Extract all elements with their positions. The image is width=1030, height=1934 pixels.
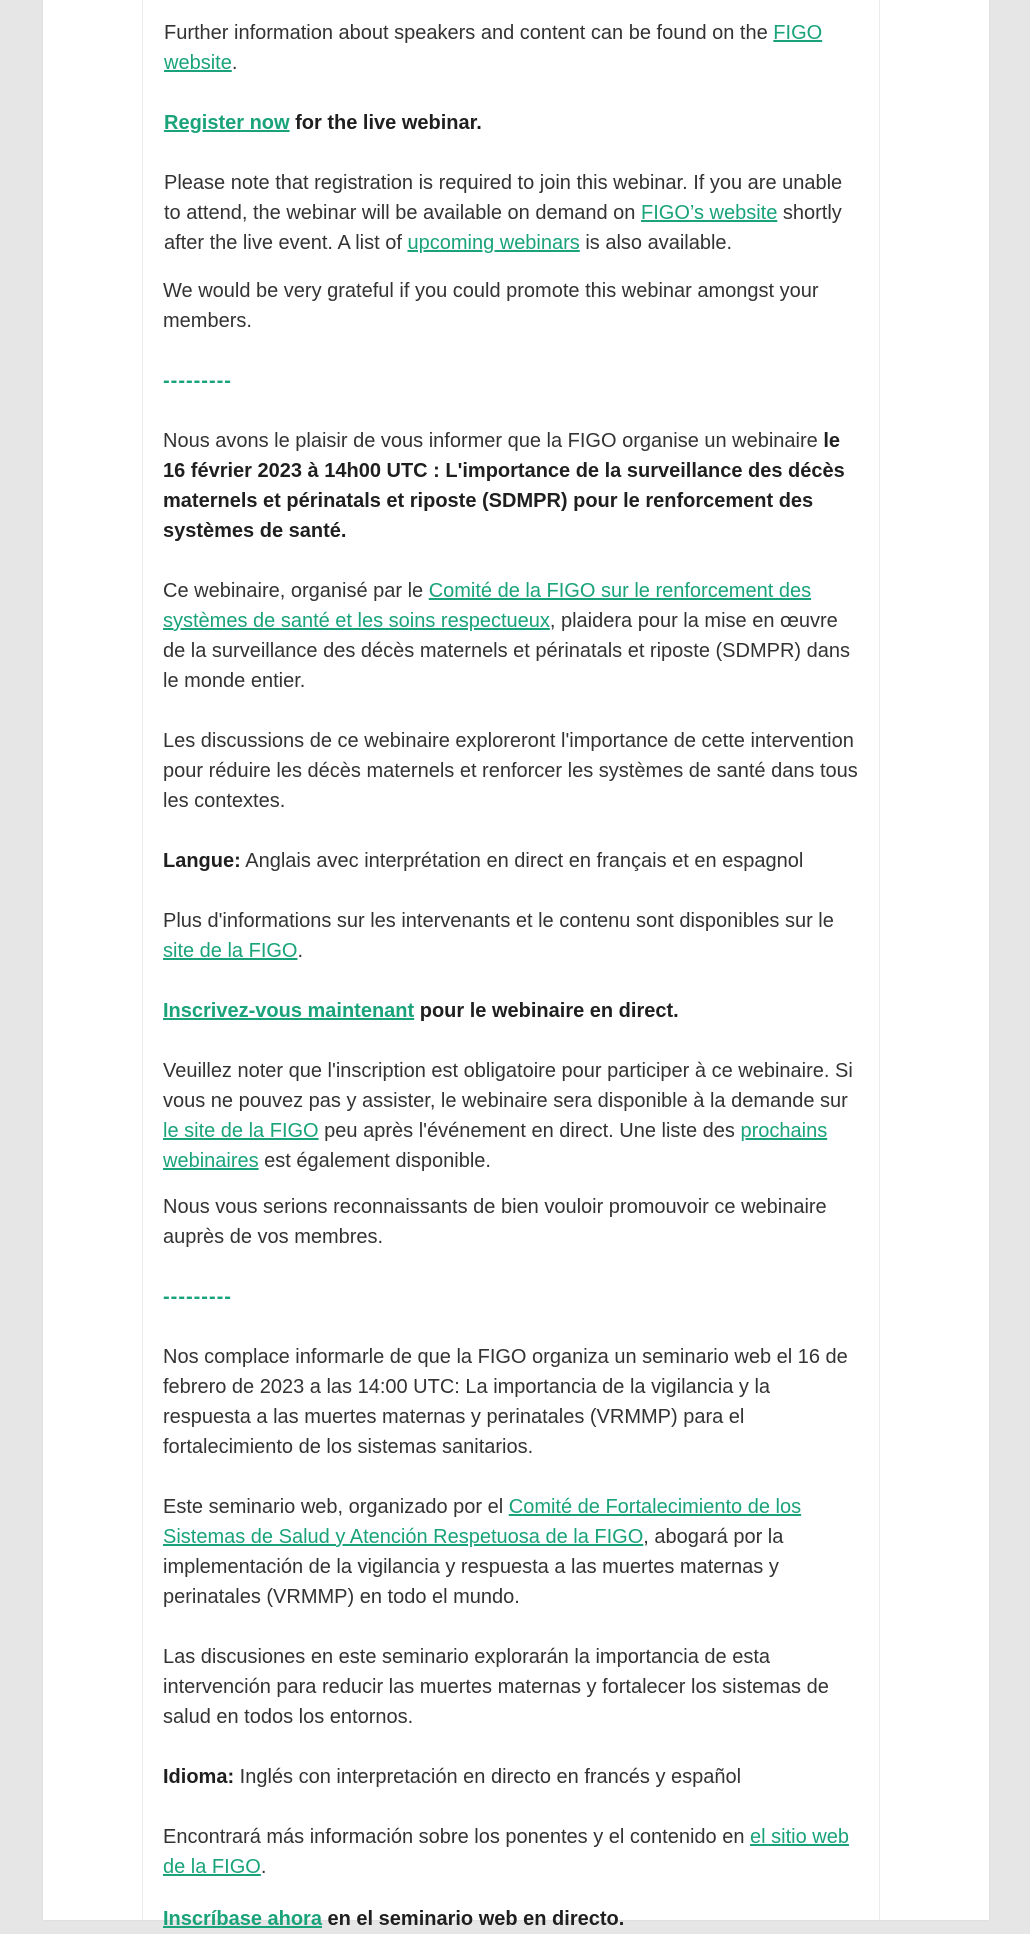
en-promote-paragraph: We would be very grateful if you could promote this webinar amongst your members. [163,280,819,332]
es-committee-link[interactable]: Comité de Fortalecimiento de los Sistemas de Salud y Atención Respetuosa de la FIGO [163,1496,802,1548]
email-content [142,0,880,1930]
fr-intro-text: Nous avons le plaisir de vous informer que la FIGO organise un webinaire [163,430,824,452]
fr-more-info-suffix: . [297,940,304,962]
en-note-text-1: Please note that registration is required to join this webinar. If you are unable to attend, the webinar will be available on demand on [164,172,843,224]
fr-discussions-paragraph: Les discussions de ce webinaire exploreront l'importance de cette intervention pour réduire les décès maternels et renforcer les systèmes de santé dans tous les contextes. [163,730,858,812]
en-register-paragraph [164,108,864,138]
fr-register-paragraph [163,996,863,1026]
es-organized-paragraph [163,1492,863,1612]
en-figo-website-link[interactable]: FIGO website [164,22,823,74]
fr-note-text-3: est également disponible. [258,1150,491,1172]
fr-more-info-paragraph [163,906,863,966]
fr-committee-link[interactable]: Comité de la FIGO sur le renforcement des systèmes de santé et les soins respectueux [163,580,812,632]
fr-registration-note [163,1056,863,1176]
fr-language-paragraph [163,846,863,876]
es-organized-text: Este seminario web, organizado por el [163,1496,509,1518]
fr-upcoming-webinars-link[interactable]: prochains webinaires [163,1120,828,1172]
es-language-value: Inglés con interpretación en directo en francés y español [234,1766,742,1788]
es-more-info-text: Encontrará más información sobre los ponentes y el contenido en [163,1826,751,1848]
fr-register-now-link[interactable]: Inscrivez-vous maintenant [163,1000,415,1022]
es-register-paragraph [163,1904,863,1934]
section-divider-2: --------- [163,1286,232,1308]
fr-more-info-text: Plus d'informations sur les intervenants et le contenu sont disponibles sur le [163,910,834,932]
es-figo-site-link[interactable]: el sitio web de la FIGO [163,1826,849,1878]
fr-register-suffix: pour le webinaire en direct. [414,1000,679,1022]
en-more-info-paragraph [164,18,864,78]
es-language-paragraph [163,1762,863,1792]
fr-intro-paragraph [163,426,863,546]
en-upcoming-webinars-link[interactable]: upcoming webinars [407,232,580,254]
es-intro-paragraph: Nos complace informarle de que la FIGO organiza un seminario web el 16 de febrero de 2023 a las 14:00 UTC: La importancia de la vigilancia y la respuesta a las muertes maternas y perinatales (VRMMP) para el fortalecimiento de los sistemas sanitarios. [163,1346,848,1458]
en-registration-note [164,168,864,258]
fr-figo-site-link-2[interactable]: le site de la FIGO [163,1120,319,1142]
es-discussions-paragraph: Las discusiones en este seminario explorarán la importancia de esta intervención para reducir las muertes maternas y fortalecer los sistemas de salud en todos los entornos. [163,1646,829,1728]
en-register-suffix: for the live webinar. [289,112,482,134]
es-more-info-paragraph [163,1822,863,1882]
fr-figo-site-link[interactable]: site de la FIGO [163,940,298,962]
section-divider-1: --------- [163,370,232,392]
en-figos-website-link[interactable]: FIGO’s website [640,202,778,224]
fr-note-text-1: Veuillez noter que l'inscription est obligatoire pour participer à ce webinaire. Si vous ne pouvez pas y assister, le webinaire sera disponible à la demande sur [163,1060,853,1112]
en-register-now-link[interactable]: Register now [164,112,290,134]
es-register-suffix: en el seminario web en directo. [321,1908,625,1930]
en-note-text-3: is also available. [579,232,733,254]
en-more-info-suffix: . [231,52,238,74]
fr-language-label: Langue: [163,850,241,872]
fr-organized-text: Ce webinaire, organisé par le [163,580,429,602]
fr-organized-suffix: , plaidera pour la mise en œuvre de la surveillance des décès maternels et périnatals et riposte (SDMPR) dans le monde entier. [163,610,850,692]
email-page [43,0,989,1930]
en-more-info-text: Further information about speakers and content can be found on the [164,22,774,44]
fr-intro-date-title: le 16 février 2023 à 14h00 UTC : L'importance de la surveillance des décès maternels et périnatals et riposte (SDMPR) pour le renforcement des systèmes de santé. [163,430,845,542]
es-more-info-suffix: . [260,1856,267,1878]
es-organized-suffix: , abogará por la implementación de la vigilancia y respuesta a las muertes maternas y perinatales (VRMMP) en todo el mundo. [163,1526,784,1608]
es-register-now-link[interactable]: Inscríbase ahora [163,1908,322,1930]
fr-organized-paragraph [163,576,863,696]
fr-promote-paragraph: Nous vous serions reconnaissants de bien vouloir promouvoir ce webinaire auprès de vos membres. [163,1196,827,1248]
fr-note-text-2: peu après l'événement en direct. Une liste des [318,1120,741,1142]
es-language-label: Idioma: [163,1766,235,1788]
en-note-text-2: shortly after the live event. A list of [164,202,842,254]
fr-language-value: Anglais avec interprétation en direct en français et en espagnol [240,850,804,872]
